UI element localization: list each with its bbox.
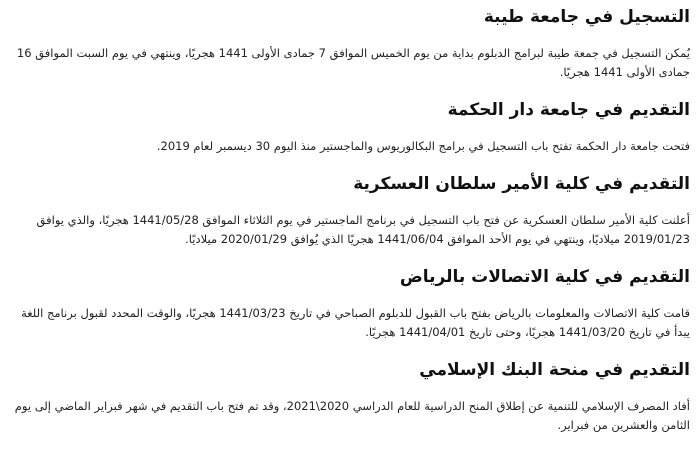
section-taibah-registration [10,4,690,82]
section-riyadh-telecom-college [10,264,690,342]
section-prince-sultan-military-college [10,171,690,249]
section-paragraph: يُمكن التسجيل في جمعة طيبة لبرامج الدبلوم بداية من يوم الخميس الموافق 7 جمادى الأولى 1441 هجريًا، وينتهي في يوم السبت الموافق 16 جمادى الأولى 1441 هجريًا. [16,46,690,79]
section-heading: التسجيل في جامعة طيبة [483,7,690,27]
section-paragraph: فتحت جامعة دار الحكمة تفتح باب التسجيل في برامج البكالوريوس والماجستير منذ اليوم 30 ديسمبر لعام 2019. [156,139,690,153]
section-islamic-bank-scholarship [10,357,690,435]
section-dar-alhekma-application [10,97,690,156]
section-heading: التقديم في كلية الاتصالات بالرياض [399,267,690,287]
section-heading: التقديم في جامعة دار الحكمة [447,100,690,120]
section-paragraph: قامت كلية الاتصالات والمعلومات بالرياض بفتح باب القبول للدبلوم الصباحي في تاريخ 1441/03/23 هجريًا، والوقت المحدد لقبول برنامج اللغة يبدأ في تاريخ 1441/03/20 هجريًا، وحتى تاريخ 1441/04/01 هجريًا. [21,306,690,339]
section-paragraph: أعلنت كلية الأمير سلطان العسكرية عن فتح باب التسجيل في برنامج الماجستير في يوم الثلاثاء الموافق 1441/05/28 هجريًا، والذي يوافق 2019/01/23 ميلاديًا، وينتهي في يوم الأحد الموافق 1441/06/04 هجريًا الذي يُوافق 2020/01/29 ميلاديًا. [36,213,690,246]
section-paragraph: أفاد المصرف الإسلامي للتنمية عن إطلاق المنح الدراسية للعام الدراسي 2020\2021، وقد تم فتح باب التقديم في شهر فبراير الماضي إلى يوم الثامن والعشرين من فبراير. [14,399,690,432]
section-heading: التقديم في كلية الأمير سلطان العسكرية [353,174,690,194]
section-heading: التقديم في منحة البنك الإسلامي [419,360,690,380]
